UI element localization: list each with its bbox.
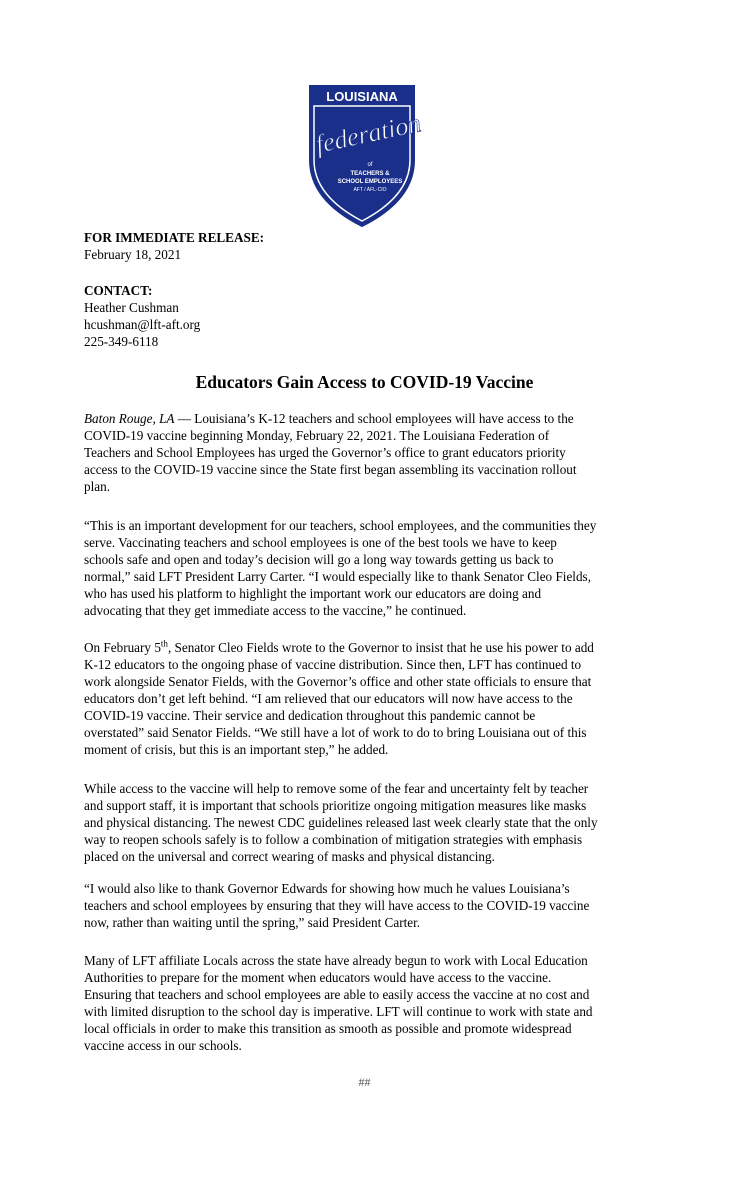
contact-name: Heather Cushman xyxy=(84,300,179,315)
p1-line-4: access to the COVID-19 vaccine since the State first began assembling its vaccination rollout xyxy=(84,462,577,477)
p4-line-2: and support staff, it is important that schools prioritize ongoing mitigation measures like masks xyxy=(84,798,587,813)
lft-logo xyxy=(288,82,436,230)
contact-block xyxy=(84,282,650,350)
p6-line-2: Authorities to prepare for the moment when educators would have access to the vaccine. xyxy=(84,970,552,985)
p2-line-2: serve. Vaccinating teachers and school employees is one of the best tools we have to keep xyxy=(84,535,557,550)
p2-line-1: “This is an important development for our teachers, school employees, and the communities they xyxy=(84,518,597,533)
logo-line2: SCHOOL EMPLOYEES xyxy=(337,179,403,185)
logo-top-text: LOUISIANA xyxy=(326,89,398,104)
paragraph-1 xyxy=(84,410,650,495)
p6-line-4: with limited disruption to the school day is imperative. LFT will continue to work with state and xyxy=(84,1004,593,1019)
p1-line-2: COVID-19 vaccine beginning Monday, February 22, 2021. The Louisiana Federation of xyxy=(84,428,550,443)
p6-line-1: Many of LFT affiliate Locals across the state have already begun to work with Local Education xyxy=(84,953,588,968)
p3-line-2: K-12 educators to the ongoing phase of vaccine distribution. Since then, LFT has continued to xyxy=(84,657,582,672)
p1-line-3: Teachers and School Employees has urged the Governor’s office to grant educators priority xyxy=(84,445,566,460)
p4-line-5: placed on the universal and correct wearing of masks and physical distancing. xyxy=(84,849,495,864)
p3-line-4: educators don’t get left behind. “I am relieved that our educators will now have access to the xyxy=(84,691,573,706)
p5-line-2: teachers and school employees by ensuring that they will have access to the COVID-19 vaccine xyxy=(84,898,590,913)
paragraph-5 xyxy=(84,880,650,931)
release-block xyxy=(84,229,650,263)
dateline: Baton Rouge, LA xyxy=(84,411,175,426)
paragraph-2 xyxy=(84,517,650,619)
p2-line-5: who has used his platform to highlight the important work our educators are doing and xyxy=(84,586,542,601)
p6-line-5: local officials in order to make this transition as smooth as possible and promote widespread xyxy=(84,1021,572,1036)
p2-line-6: advocating that they get immediate access to the vaccine,” he continued. xyxy=(84,603,467,618)
p3-line-1b: , Senator Cleo Fields wrote to the Governor to insist that he use his power to add xyxy=(167,640,594,655)
p2-line-4: normal,” said LFT President Larry Carter. “I would especially like to thank Senator Cleo Fields, xyxy=(84,569,591,584)
p3-line-6: overstated” said Senator Fields. “We still have a lot of work to do to bring Louisiana out of this xyxy=(84,725,587,740)
p6-line-3: Ensuring that teachers and school employees are able to easily access the vaccine at no cost and xyxy=(84,987,590,1002)
release-label: FOR IMMEDIATE RELEASE: xyxy=(84,230,265,245)
contact-label: CONTACT: xyxy=(84,283,153,298)
p3-line-3: work alongside Senator Fields, with the Governor’s office and other state officials to ensure that xyxy=(84,674,592,689)
p6-line-6: vaccine access in our schools. xyxy=(84,1038,242,1053)
logo-line3: AFT / AFL-CIO xyxy=(353,187,387,193)
p2-line-3: schools safe and open and today’s decision will go a long way towards getting us back to xyxy=(84,552,554,567)
p3-ordinal-sup: th xyxy=(160,638,168,649)
contact-phone: 225-349-6118 xyxy=(84,334,159,349)
p5-line-3: now, rather than waiting until the spring,” said President Carter. xyxy=(84,915,421,930)
p3-line-5: COVID-19 vaccine. Their service and dedication throughout this pandemic cannot be xyxy=(84,708,536,723)
p4-line-3: and physical distancing. The newest CDC guidelines released last week clearly state that the only xyxy=(84,815,598,830)
end-mark: ## xyxy=(358,1075,371,1089)
p5-line-1: “I would also like to thank Governor Edwards for showing how much he values Louisiana’s xyxy=(84,881,570,896)
p4-line-1: While access to the vaccine will help to remove some of the fear and uncertainty felt by teacher xyxy=(84,781,589,796)
paragraph-6 xyxy=(84,952,650,1054)
p3-line-7: moment of crisis, but this is an important step,” he added. xyxy=(84,742,389,757)
p1-line-5: plan. xyxy=(84,479,111,494)
paragraph-4 xyxy=(84,780,650,865)
contact-email[interactable]: hcushman@lft-aft.org xyxy=(84,317,201,332)
p3-line-1a: On February 5 xyxy=(84,640,161,655)
logo-script-word: federation xyxy=(312,108,424,159)
release-date: February 18, 2021 xyxy=(84,247,182,262)
p4-line-4: way to reopen schools safely is to follow a combination of mitigation strategies with emphasis xyxy=(84,832,583,847)
paragraph-3 xyxy=(84,639,650,758)
logo-line1: TEACHERS & xyxy=(350,171,390,177)
logo-of-text: of xyxy=(367,162,373,168)
p1-line-1: — Louisiana’s K-12 teachers and school employees will have access to the xyxy=(174,411,574,426)
headline: Educators Gain Access to COVID-19 Vaccine xyxy=(195,372,534,392)
